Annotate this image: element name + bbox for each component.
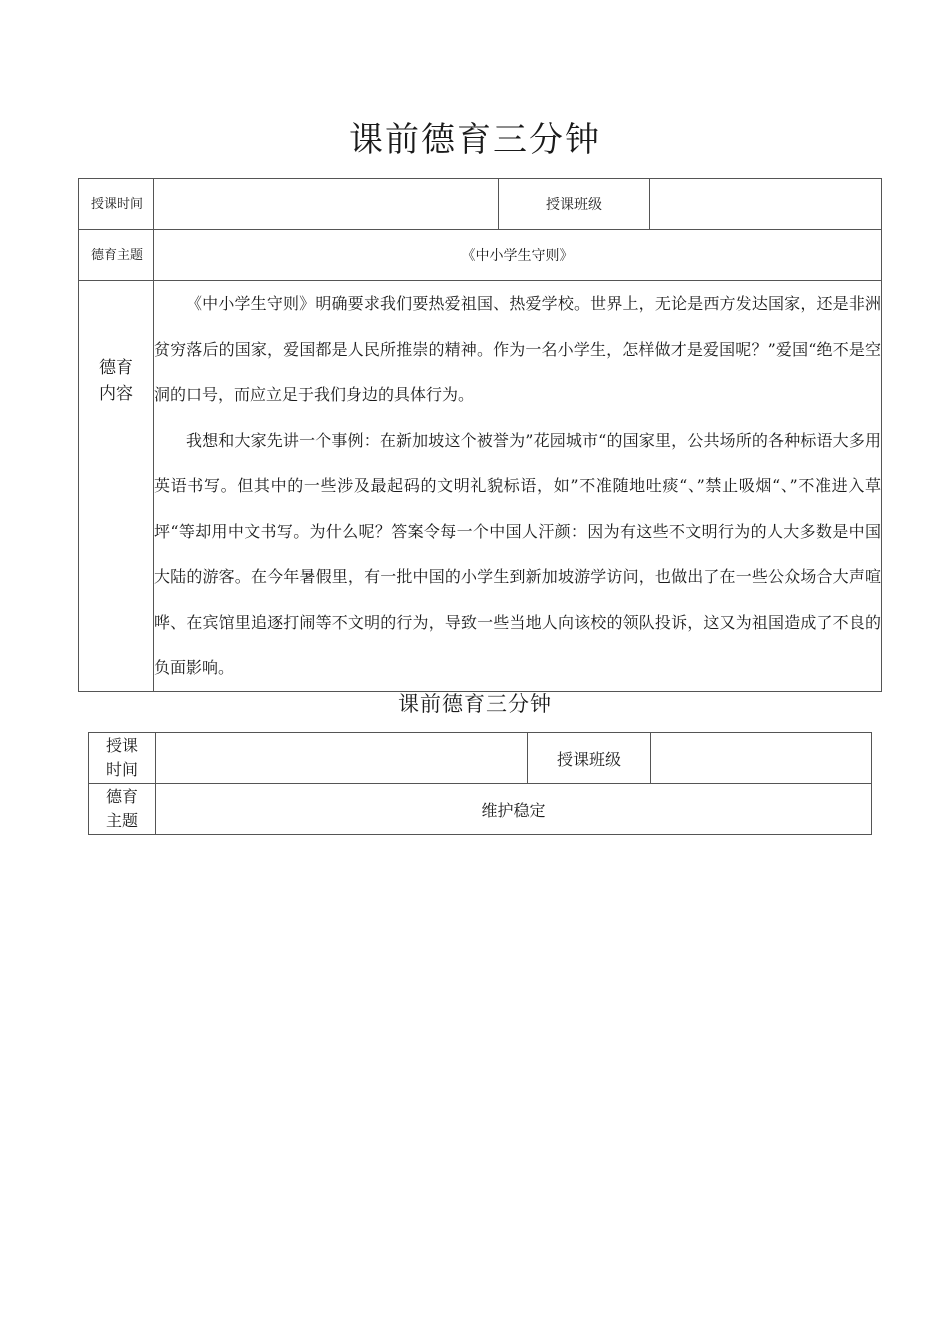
lesson-time-label: 授课时间	[89, 733, 156, 784]
second-page-title: 课前德育三分钟	[398, 692, 552, 716]
content-paragraph: 《中小学生守则》明确要求我们要热爱祖国、热爱学校。世界上，无论是西方发达国家，还是非洲贫穷落后的国家，爱国都是人民所推崇的精神。作为一名小学生，怎样做才是爱国呢？”爱国“绝不是空洞的口号，而应立足于我们身边的具体行为。	[154, 294, 881, 404]
content-label: 德育内容	[79, 281, 154, 692]
lesson-time-value[interactable]	[156, 733, 528, 784]
class-value[interactable]	[650, 179, 882, 230]
topic-label: 德育主题	[79, 230, 154, 281]
second-lesson-table	[88, 732, 872, 835]
lesson-time-label: 授课时间	[79, 179, 154, 230]
lesson-time-value[interactable]	[154, 179, 499, 230]
topic-value: 《中小学生守则》	[154, 230, 882, 281]
class-value[interactable]	[651, 733, 872, 784]
lesson-table	[78, 178, 882, 692]
page-title: 课前德育三分钟	[349, 120, 601, 160]
content-body	[154, 281, 882, 692]
topic-label: 德育主题	[89, 784, 156, 835]
class-label: 授课班级	[499, 179, 650, 230]
class-label: 授课班级	[528, 733, 651, 784]
content-paragraph: 我想和大家先讲一个事例：在新加坡这个被誉为”花园城市“的国家里，公共场所的各种标语大多用英语书写。但其中的一些涉及最起码的文明礼貌标语，如”不准随地吐痰“、”禁止吸烟“、”不准进入草坪“等却用中文书写。为什么呢？答案令每一个中国人汗颜：因为有这些不文明行为的人大多数是中国大陆的游客。在今年暑假里，有一批中国的小学生到新加坡游学访问，也做出了在一些公众场合大声喧哗、在宾馆里追逐打闹等不文明的行为，导致一些当地人向该校的领队投诉，这又为祖国造成了不良的负面影响。	[154, 430, 881, 677]
topic-value: 维护稳定	[156, 784, 872, 835]
